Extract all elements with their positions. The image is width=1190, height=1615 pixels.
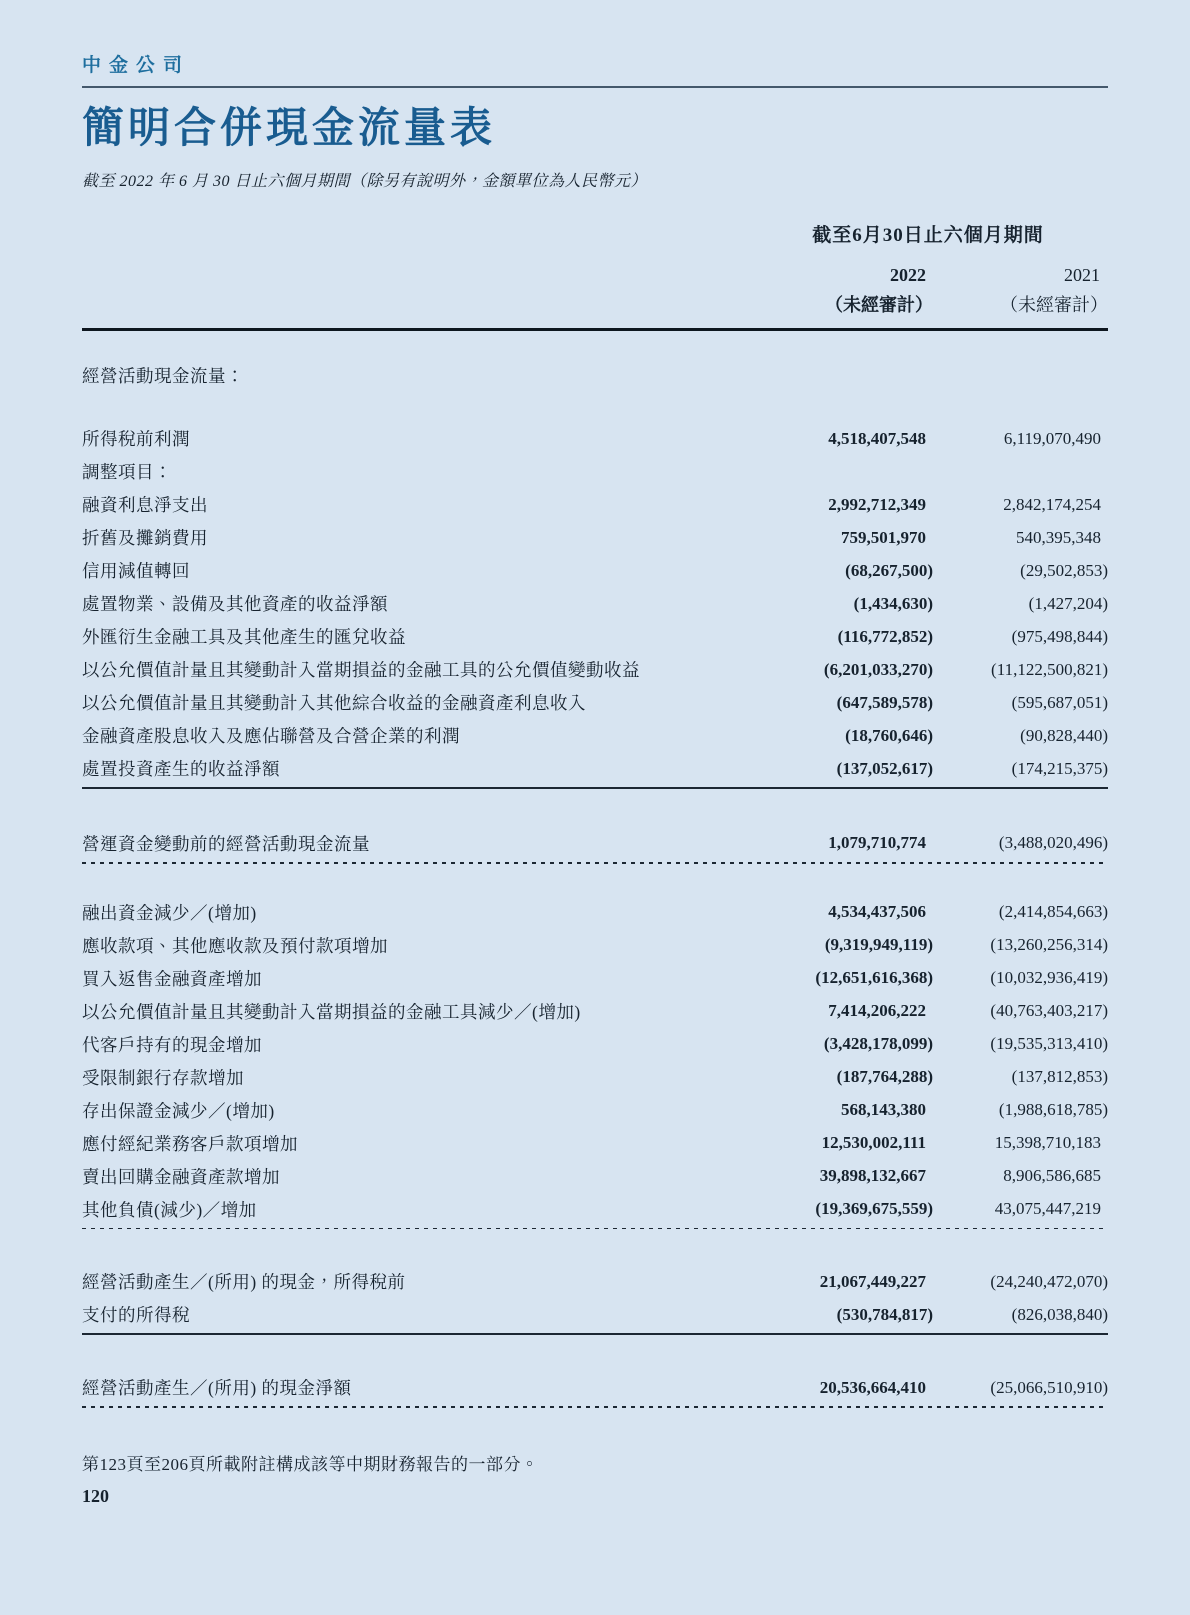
value-2022: 759,501,970 xyxy=(841,527,926,547)
row-label: 經營活動現金流量： xyxy=(82,366,244,387)
value-2022: (116,772,852) xyxy=(837,626,933,646)
table-row xyxy=(82,653,1108,686)
row-label: 支付的所得稅 xyxy=(82,1305,190,1326)
table-row xyxy=(82,488,1108,521)
row-label: 賣出回購金融資產款增加 xyxy=(82,1166,280,1187)
value-2022: 7,414,206,222 xyxy=(828,1001,926,1021)
value-2022: (3,428,178,099) xyxy=(823,1034,933,1054)
spacer xyxy=(82,864,1108,896)
spacer xyxy=(82,789,1108,827)
row-label: 以公允價值計量且其變動計入當期損益的金融工具減少／(增加) xyxy=(82,1001,581,1022)
page-number: 120 xyxy=(82,1486,109,1506)
value-2022: 2,992,712,349 xyxy=(828,494,926,514)
value-2022: (19,369,675,559) xyxy=(815,1199,933,1219)
report-subtitle: 截至 2022 年 6 月 30 日止六個月期間（除另有說明外，金額單位為人民幣元） xyxy=(82,173,648,191)
audit-note-2021: （未經審計） xyxy=(1000,295,1108,316)
table-row xyxy=(82,752,1108,785)
value-2021: (1,427,204) xyxy=(1028,593,1108,613)
value-2022: 1,079,710,774 xyxy=(828,833,926,853)
value-2022: (18,760,646) xyxy=(845,725,933,745)
value-2021: 6,119,070,490 xyxy=(1003,428,1101,448)
table-row xyxy=(82,620,1108,653)
value-2022: 568,143,380 xyxy=(841,1100,926,1120)
value-2022: (9,319,949,119) xyxy=(824,935,933,955)
value-2021: (1,988,618,785) xyxy=(998,1100,1108,1120)
value-2022: 4,518,407,548 xyxy=(828,428,926,448)
value-2022: 4,534,437,506 xyxy=(828,902,926,922)
value-2022: (530,784,817) xyxy=(836,1304,933,1324)
audit-note-2022: （未經審計） xyxy=(825,295,933,316)
row-label: 處置物業、設備及其他資產的收益淨額 xyxy=(82,594,388,615)
row-label: 代客戶持有的現金增加 xyxy=(82,1034,262,1055)
row-label: 經營活動產生／(所用) 的現金淨額 xyxy=(82,1378,352,1399)
table-row xyxy=(82,686,1108,719)
value-2021: (24,240,472,070) xyxy=(990,1271,1108,1291)
value-2021: (595,687,051) xyxy=(1011,692,1108,712)
table-row xyxy=(82,962,1108,995)
year-2021: 2021 xyxy=(1064,265,1100,286)
value-2021: (174,215,375) xyxy=(1011,758,1108,778)
value-2022: (6,201,033,270) xyxy=(823,659,933,679)
table-row xyxy=(82,1265,1108,1298)
value-2021: (11,122,500,821) xyxy=(991,659,1108,679)
year-2022: 2022 xyxy=(890,265,926,286)
value-2022: (68,267,500) xyxy=(845,560,933,580)
year-row xyxy=(82,262,1108,289)
row-label: 買入返售金融資產增加 xyxy=(82,968,262,989)
value-2022: (1,434,630) xyxy=(853,593,933,613)
value-2022: 39,898,132,667 xyxy=(819,1166,926,1186)
table-row xyxy=(82,719,1108,752)
row-label: 所得稅前利潤 xyxy=(82,429,190,450)
table-row xyxy=(82,554,1108,587)
row-label: 調整項目： xyxy=(82,462,172,483)
section-row xyxy=(82,455,1108,488)
row-label: 營運資金變動前的經營活動現金流量 xyxy=(82,833,370,854)
value-2021: (3,488,020,496) xyxy=(998,833,1108,853)
table-row xyxy=(82,1028,1108,1061)
table-row xyxy=(82,521,1108,554)
value-2021: 540,395,348 xyxy=(1016,527,1101,547)
row-label: 以公允價值計量且其變動計入其他綜合收益的金融資產利息收入 xyxy=(82,693,586,714)
table-row xyxy=(82,929,1108,962)
value-2021: (29,502,853) xyxy=(1020,560,1108,580)
value-2022: 20,536,664,410 xyxy=(819,1377,926,1397)
value-2021: (13,260,256,314) xyxy=(990,935,1108,955)
table-row xyxy=(82,587,1108,620)
value-2021: (137,812,853) xyxy=(1011,1067,1108,1087)
value-2022: (12,651,616,368) xyxy=(815,968,933,988)
table-row xyxy=(82,1061,1108,1094)
spacer xyxy=(82,1229,1108,1265)
table-row xyxy=(82,827,1108,860)
table-row xyxy=(82,1127,1108,1160)
row-label: 金融資產股息收入及應佔聯營及合營企業的利潤 xyxy=(82,726,460,747)
table-row xyxy=(82,1193,1108,1226)
value-2021: (40,763,403,217) xyxy=(990,1001,1108,1021)
row-label: 其他負債(減少)／增加 xyxy=(82,1199,257,1220)
row-label: 處置投資產生的收益淨額 xyxy=(82,759,280,780)
table-body xyxy=(82,359,1108,1407)
table-row xyxy=(82,896,1108,929)
footnote: 第123頁至206頁所載附註構成該等中期財務報告的一部分。 xyxy=(82,1454,539,1474)
row-label: 應付經紀業務客戶款項增加 xyxy=(82,1133,298,1154)
value-2021: 43,075,447,219 xyxy=(994,1199,1101,1219)
row-label: 折舊及攤銷費用 xyxy=(82,528,208,549)
rule-dashed xyxy=(82,1406,1108,1408)
section-row xyxy=(82,359,1108,392)
value-2022: 21,067,449,227 xyxy=(819,1271,926,1291)
value-2021: (10,032,936,419) xyxy=(990,968,1108,988)
row-label: 存出保證金減少／(增加) xyxy=(82,1100,275,1121)
row-label: 信用減值轉回 xyxy=(82,561,190,582)
audit-note-row xyxy=(82,292,1108,319)
spacer xyxy=(82,1335,1108,1371)
company-name: 中金公司 xyxy=(82,55,191,76)
value-2021: 15,398,710,183 xyxy=(994,1133,1101,1153)
row-label: 融出資金減少／(增加) xyxy=(82,902,257,923)
period-header: 截至6月30日止六個月期間 xyxy=(812,225,1044,247)
table-row xyxy=(82,1371,1108,1404)
row-label: 融資利息淨支出 xyxy=(82,495,208,516)
row-label: 外匯衍生金融工具及其他產生的匯兌收益 xyxy=(82,627,406,648)
table-top-rule xyxy=(82,328,1108,331)
spacer xyxy=(82,392,1108,422)
table-row xyxy=(82,1094,1108,1127)
table-row xyxy=(82,1160,1108,1193)
value-2021: 2,842,174,254 xyxy=(1003,494,1101,514)
row-label: 以公允價值計量且其變動計入當期損益的金融工具的公允價值變動收益 xyxy=(82,660,640,681)
table-row xyxy=(82,1298,1108,1331)
value-2021: (19,535,313,410) xyxy=(990,1034,1108,1054)
value-2021: (826,038,840) xyxy=(1011,1304,1108,1324)
value-2022: (647,589,578) xyxy=(836,692,933,712)
value-2022: 12,530,002,111 xyxy=(821,1133,926,1153)
value-2021: (90,828,440) xyxy=(1020,725,1108,745)
value-2021: (2,414,854,663) xyxy=(998,902,1108,922)
row-label: 應收款項、其他應收款及預付款項增加 xyxy=(82,935,388,956)
table-header xyxy=(82,223,1108,331)
value-2021: 8,906,586,685 xyxy=(1003,1166,1101,1186)
value-2022: (137,052,617) xyxy=(836,758,933,778)
header-divider xyxy=(82,86,1108,88)
value-2021: (25,066,510,910) xyxy=(990,1377,1108,1397)
table-row xyxy=(82,422,1108,455)
row-label: 受限制銀行存款增加 xyxy=(82,1067,244,1088)
value-2021: (975,498,844) xyxy=(1011,626,1108,646)
table-row xyxy=(82,995,1108,1028)
row-label: 經營活動產生／(所用) 的現金，所得稅前 xyxy=(82,1272,406,1293)
value-2022: (187,764,288) xyxy=(836,1067,933,1087)
page-title: 簡明合併現金流量表 xyxy=(82,106,497,152)
